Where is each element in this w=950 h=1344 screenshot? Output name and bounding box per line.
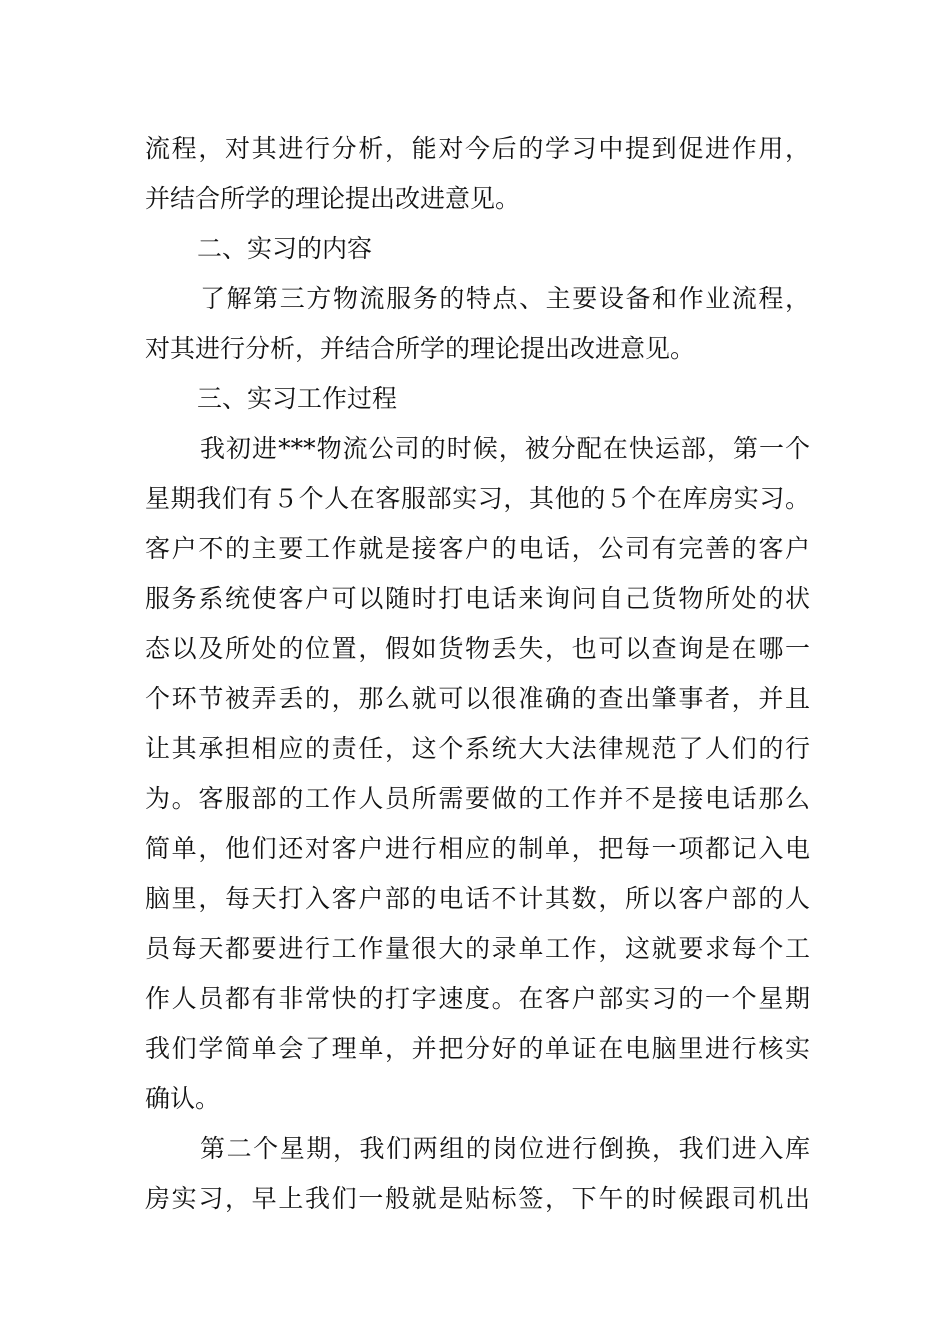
paragraph-line: 流程，对其进行分析，能对今后的学习中提到促进作用， <box>145 134 810 163</box>
paragraph-line: 简单，他们还对客户进行相应的制单，把每一项都记入电 <box>145 834 810 863</box>
paragraph-line: 并结合所学的理论提出改进意见。 <box>145 184 521 213</box>
section-heading: 三、实习工作过程 <box>197 384 398 413</box>
paragraph-line: 对其进行分析，并结合所学的理论提出改进意见。 <box>145 334 696 363</box>
paragraph-line: 确认。 <box>145 1084 221 1113</box>
section-heading: 二、实习的内容 <box>197 234 373 263</box>
paragraph-line: 服务系统使客户可以随时打电话来询问自己货物所处的状 <box>145 584 810 613</box>
paragraph-line: 员每天都要进行工作量很大的录单工作，这就要求每个工 <box>145 934 810 963</box>
paragraph-line: 第二个星期，我们两组的岗位进行倒换，我们进入库 <box>200 1134 810 1163</box>
paragraph-line: 了解第三方物流服务的特点、主要设备和作业流程， <box>200 284 810 313</box>
paragraph-line: 个环节被弄丢的，那么就可以很准确的查出肇事者，并且 <box>145 684 810 713</box>
paragraph-line: 星期我们有５个人在客服部实习，其他的５个在库房实习。 <box>145 484 810 513</box>
paragraph-line: 为。客服部的工作人员所需要做的工作并不是接电话那么 <box>145 784 810 813</box>
paragraph-line: 脑里，每天打入客户部的电话不计其数，所以客户部的人 <box>145 884 810 913</box>
paragraph-line: 房实习，早上我们一般就是贴标签，下午的时候跟司机出 <box>145 1184 810 1213</box>
paragraph-line: 态以及所处的位置，假如货物丢失，也可以查询是在哪一 <box>145 634 810 663</box>
paragraph-line: 作人员都有非常快的打字速度。在客户部实习的一个星期 <box>145 984 810 1013</box>
paragraph-line: 我们学简单会了理单，并把分好的单证在电脑里进行核实 <box>145 1034 810 1063</box>
paragraph-line: 让其承担相应的责任，这个系统大大法律规范了人们的行 <box>145 734 810 763</box>
paragraph-line: 客户不的主要工作就是接客户的电话，公司有完善的客户 <box>145 534 810 563</box>
paragraph-line: 我初进***物流公司的时候，被分配在快运部，第一个 <box>200 434 810 463</box>
